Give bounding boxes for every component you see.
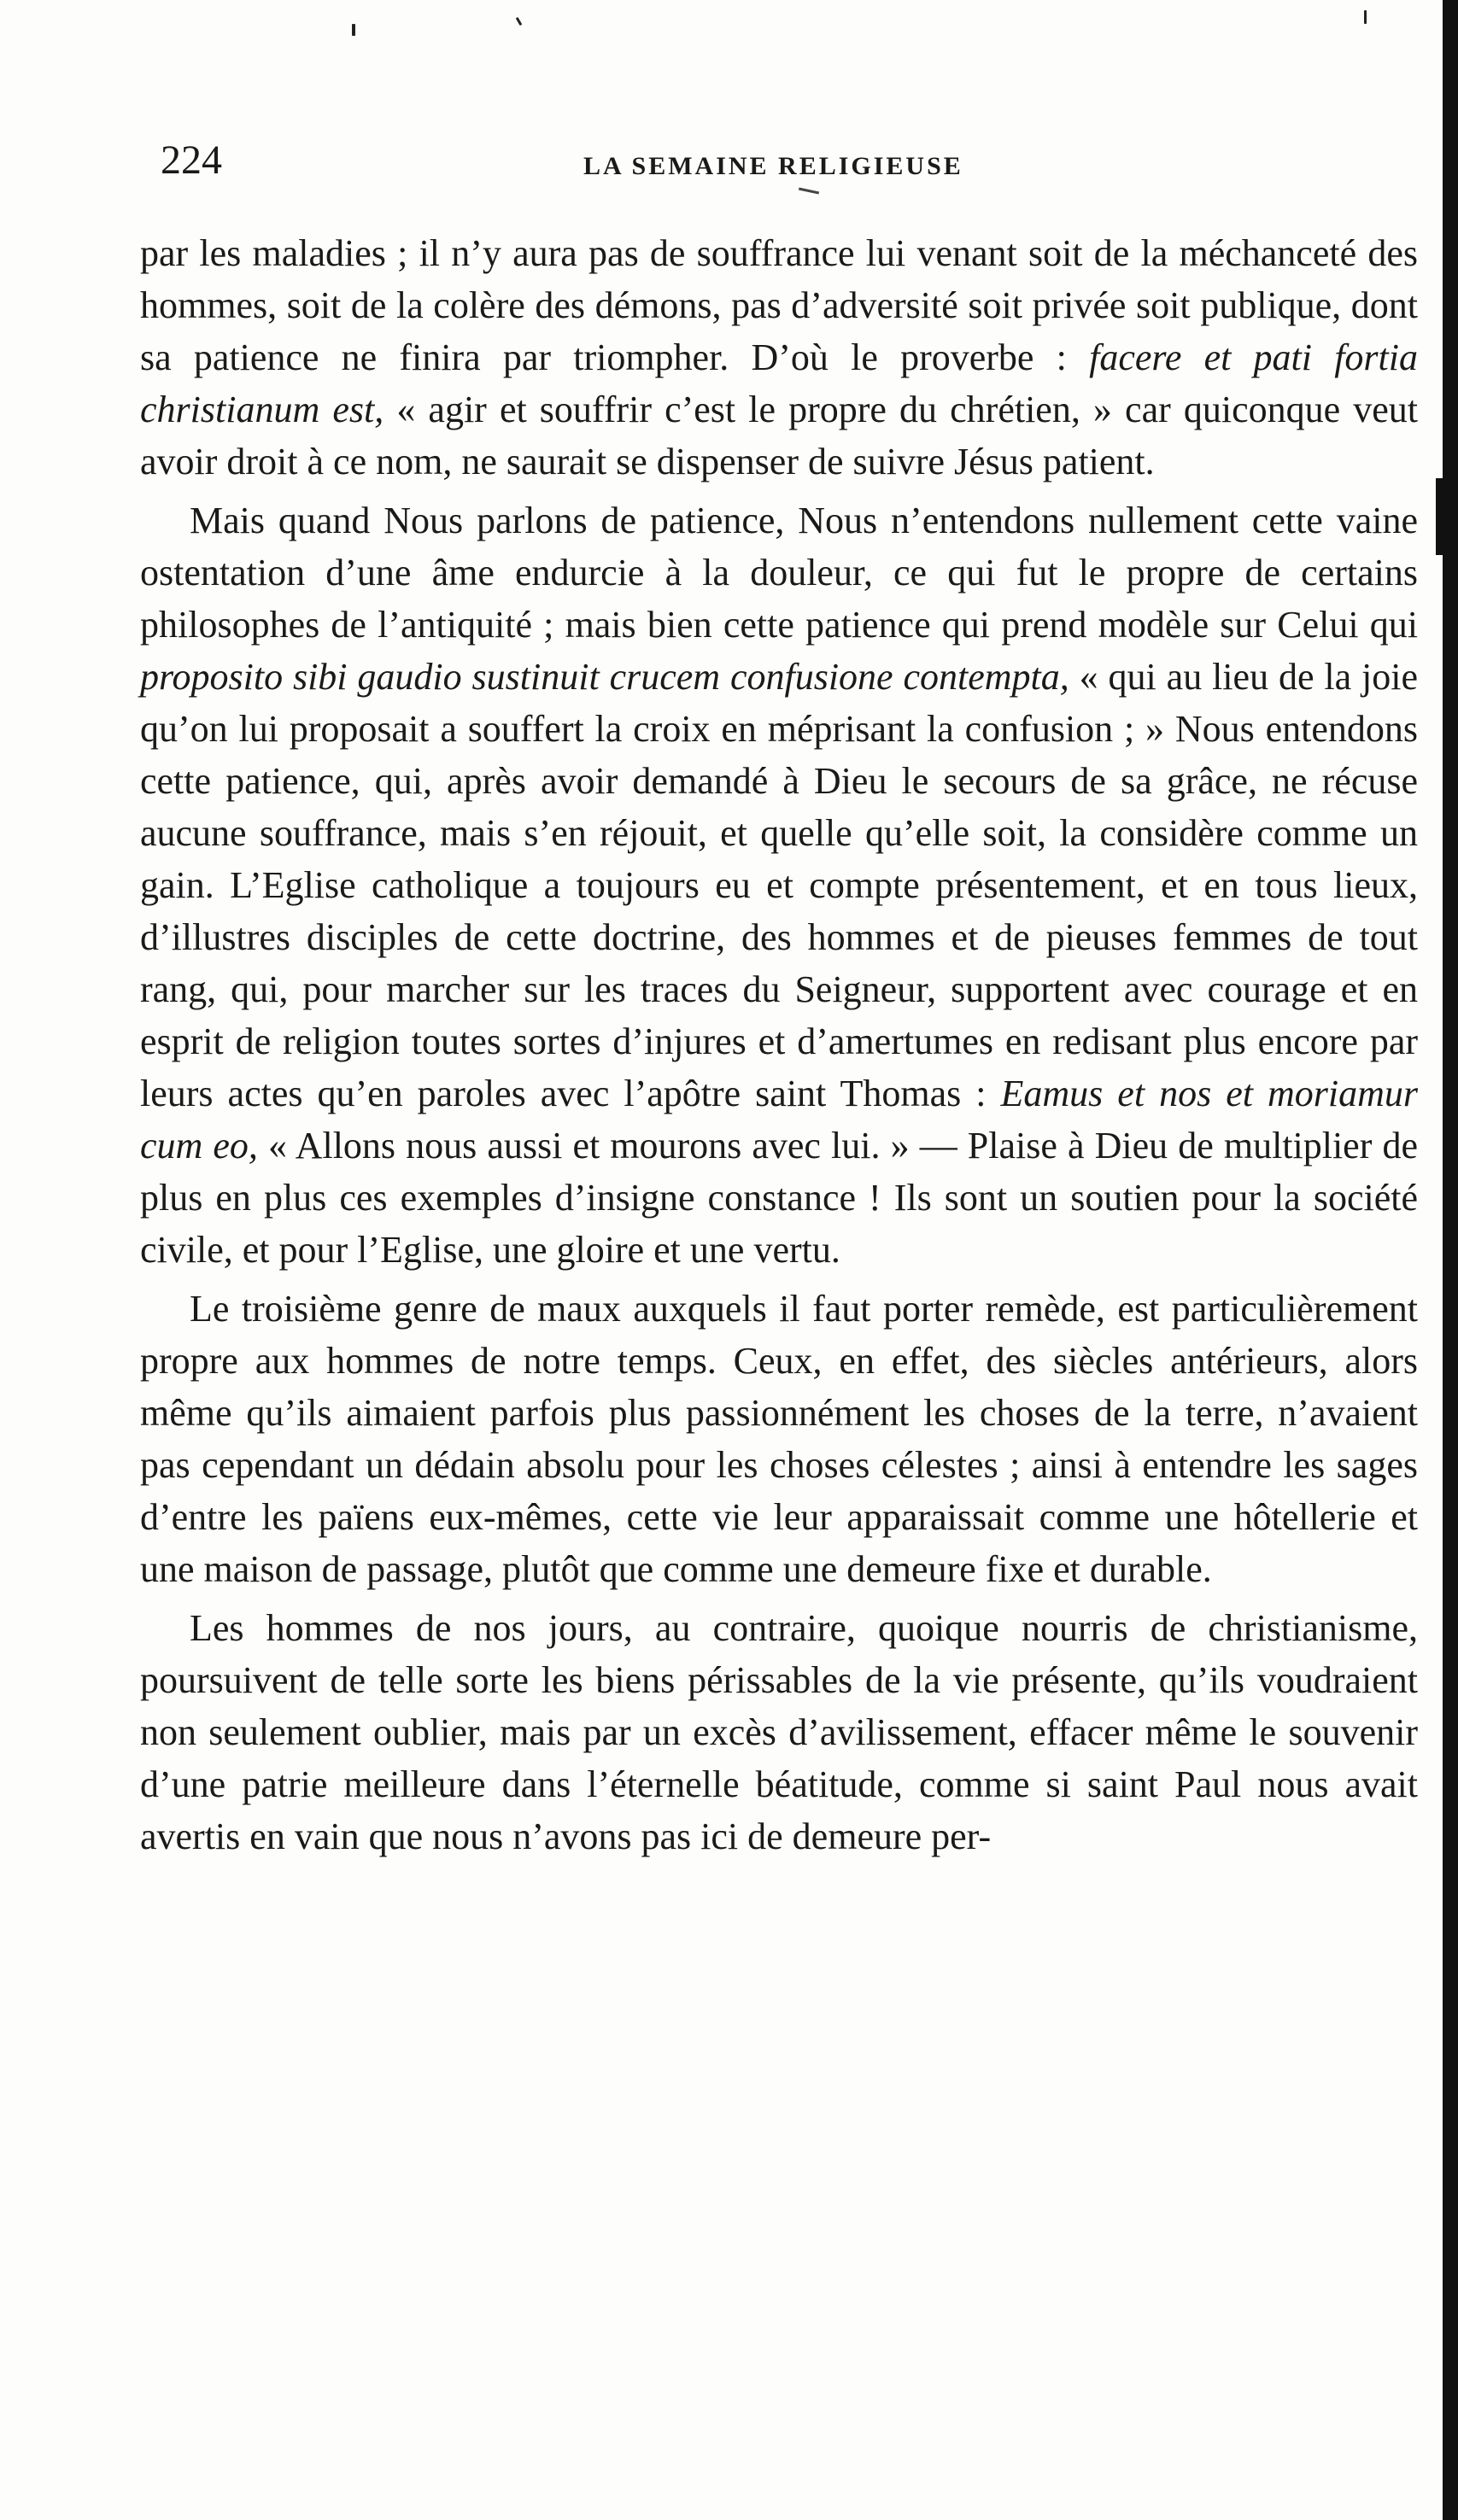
paragraph-4 — [140, 1602, 1418, 1862]
scan-speck — [352, 24, 355, 36]
paragraph-2-text-a: Mais quand Nous parlons de patience, Nous n’entendons nullement cette vaine ostentation d’une âme endurcie à la douleur, ce qui fut le propre de certains philosophes de l’antiquité ; mais bien cette patience qui prend modèle sur Celui qui — [140, 500, 1418, 646]
scan-speck — [516, 17, 523, 26]
scan-speck — [1364, 10, 1367, 24]
paragraph-2 — [140, 494, 1418, 1276]
paragraph-1-text-a: par les maladies ; il n’y aura pas de souffrance lui venant soit de la méchanceté des hommes, soit de la colère des démons, pas d’adversité soit privée soit publique, dont sa patience ne finira par triompher. D’où le proverbe : — [140, 232, 1418, 378]
paragraph-4-text: Les hommes de nos jours, au contraire, quoique nourris de christianisme, poursuivent de telle sorte les biens périssables de la vie présente, qu’ils voudraient non seulement oublier, mais par un excès d’avilissement, effacer même le souvenir d’une patrie meilleure dans l’éternelle béatitude, comme si saint Paul nous avait avertis en vain que nous n’avons pas ici de demeure per- — [140, 1607, 1418, 1857]
latin-quote-1: facere et pati fortia christianum est, — [140, 336, 1419, 430]
running-title: LA SEMAINE RELIGIEUSE — [583, 152, 963, 180]
page-number: 224 — [161, 137, 222, 183]
body-text — [140, 227, 1418, 1869]
paragraph-2-text-c: « Allons nous aussi et mourons avec lui. » — Plaise à Dieu de multiplier de plus en plus ces exemples d’insigne constance ! Ils sont un soutien pour la société civile, et pour l’Eglise, une gloire et une vertu. — [140, 1125, 1418, 1271]
scan-edge-shadow — [1443, 0, 1458, 2520]
page-header — [161, 137, 1416, 196]
latin-quote-2: proposito sibi gaudio sustinuit crucem confusione contempta, — [140, 656, 1069, 698]
paragraph-1-text-b: « agir et souffrir c’est le propre du chrétien, » car quiconque veut avoir droit à ce nom, ne saurait se dispenser de suivre Jésus patient. — [140, 389, 1419, 482]
header-mark — [799, 188, 819, 195]
paragraph-1 — [140, 227, 1418, 488]
paragraph-3-text: Le troisième genre de maux auxquels il faut porter remède, est particulièrement propre aux hommes de notre temps. Ceux, en effet, des siècles antérieurs, alors même qu’ils aimaient parfois plus passionnément les choses de la terre, n’avaient pas cependant un dédain absolu pour les choses célestes ; ainsi à entendre les sages d’entre les païens eux-mêmes, cette vie leur apparaissait comme une hôtellerie et une maison de passage, plutôt que comme une demeure fixe et durable. — [140, 1288, 1418, 1590]
paragraph-3 — [140, 1283, 1418, 1595]
paragraph-2-text-b: « qui au lieu de la joie qu’on lui proposait a souffert la croix en méprisant la confusion ; » Nous entendons cette patience, qui, après avoir demandé à Dieu le secours de sa grâce, ne récuse aucune souffrance, mais s’en réjouit, et quelle qu’elle soit, la considère comme un gain. L’Eglise catholique a toujours eu et compte présentement, et en tous lieux, d’illustres disciples de cette doctrine, des hommes et de pieuses femmes de tout rang, qui, pour marcher sur les traces du Seigneur, supportent avec courage et en esprit de religion toutes sortes d’injures et d’amertumes en redisant plus encore par leurs actes qu’en paroles avec l’apôtre saint Thomas : — [140, 656, 1419, 1114]
latin-quote-3: Eamus et nos et moriamur cum eo, — [140, 1073, 1418, 1166]
